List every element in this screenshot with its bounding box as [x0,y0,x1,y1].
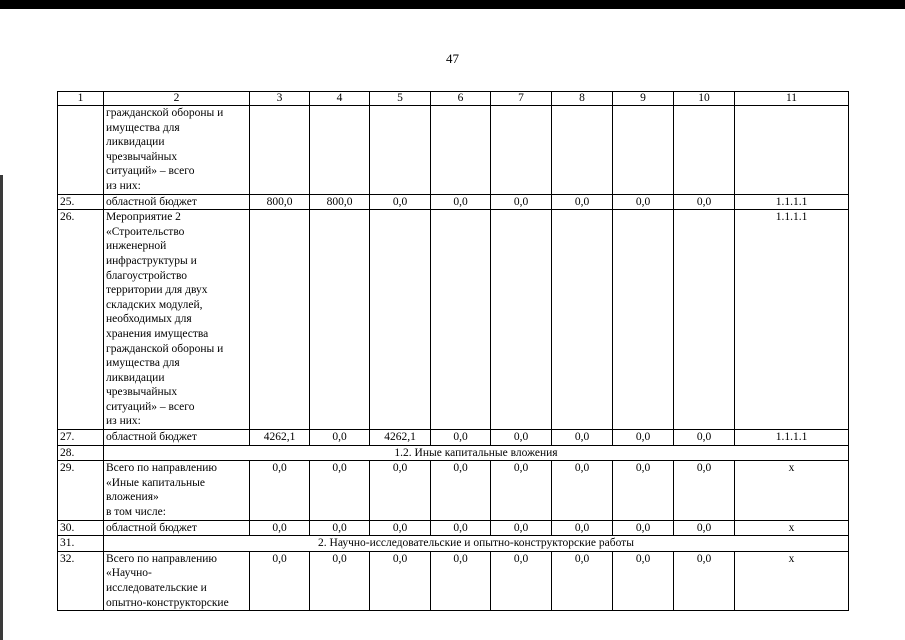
indicator-code: х [735,520,849,536]
description-line: территории для двух [106,284,208,297]
description-line: складских модулей, [106,298,203,311]
table-row [58,430,849,446]
page-number: 47 [446,51,459,66]
amount-cell: 0,0 [310,430,370,446]
amount-cell: 0,0 [552,194,613,210]
indicator-code: 1.1.1.1 [735,210,849,430]
column-header: 11 [735,92,849,106]
column-header: 3 [250,92,310,106]
description-line: из них: [106,179,141,192]
table-row [58,520,849,536]
column-header: 5 [370,92,431,106]
amount-cell [491,106,552,195]
amount-cell: 0,0 [491,461,552,520]
row-description [104,106,250,195]
indicator-code: 1.1.1.1 [735,194,849,210]
description-line: необходимых для [106,313,192,326]
column-header: 4 [310,92,370,106]
description-line: ликвидации [106,136,165,149]
description-line: инфраструктуры и [106,254,197,267]
row-description [104,520,250,536]
amount-cell: 0,0 [370,551,431,610]
amount-cell: 4262,1 [250,430,310,446]
amount-cell: 0,0 [250,520,310,536]
row-description [104,194,250,210]
amount-cell: 0,0 [613,551,674,610]
row-description [104,461,250,520]
description-line: «Строительство [106,225,185,238]
amount-cell [310,210,370,430]
amount-cell: 800,0 [310,194,370,210]
amount-cell: 0,0 [431,194,491,210]
amount-cell: 0,0 [552,461,613,520]
column-header: 7 [491,92,552,106]
row-number: 30. [58,520,104,536]
column-header: 9 [613,92,674,106]
description-line: гражданской обороны и [106,107,224,119]
row-number: 27. [58,430,104,446]
amount-cell [613,210,674,430]
description-line: чрезвычайных [106,150,178,163]
description-line: «Научно- [106,567,152,580]
description-line: опытно-конструкторские [106,596,229,609]
description-line: хранения имущества [106,327,209,340]
description-line: ситуаций» – всего [106,400,195,413]
description-line: чрезвычайных [106,386,178,399]
column-header: 8 [552,92,613,106]
column-header: 10 [674,92,735,106]
amount-cell: 0,0 [613,430,674,446]
description-line: «Иные капитальные [106,476,205,489]
amount-cell [310,106,370,195]
amount-cell: 0,0 [310,461,370,520]
table-body [58,92,849,611]
amount-cell: 0,0 [613,461,674,520]
row-number: 29. [58,461,104,520]
amount-cell: 0,0 [310,520,370,536]
section-row [58,445,849,461]
description-line: ликвидации [106,371,165,384]
description-line: ситуаций» – всего [106,165,195,178]
amount-cell: 0,0 [431,430,491,446]
amount-cell: 0,0 [552,520,613,536]
amount-cell [250,106,310,195]
table-row [58,106,849,195]
amount-cell [431,210,491,430]
amount-cell [674,210,735,430]
table-row [58,461,849,520]
amount-cell: 0,0 [552,430,613,446]
amount-cell [674,106,735,195]
column-header: 6 [431,92,491,106]
amount-cell: 0,0 [674,194,735,210]
amount-cell: 800,0 [250,194,310,210]
amount-cell [431,106,491,195]
description-line: гражданской обороны и [106,342,224,355]
amount-cell: 0,0 [431,461,491,520]
column-header: 2 [104,92,250,106]
amount-cell: 0,0 [552,551,613,610]
description-line: инженерной [106,240,167,253]
amount-cell: 0,0 [674,430,735,446]
scan-left-edge [0,175,3,640]
row-number: 25. [58,194,104,210]
indicator-code: х [735,551,849,610]
description-line: в том числе: [106,506,166,519]
description-line: Мероприятие 2 [106,211,181,224]
amount-cell [613,106,674,195]
description-line: Всего по направлению [106,462,217,475]
section-title: 2. Научно-исследовательские и опытно-конструкторские работы [104,536,849,552]
budget-table [57,91,849,611]
row-number: 28. [58,445,104,461]
description-line: вложения» [106,491,159,504]
amount-cell: 0,0 [491,520,552,536]
amount-cell [370,210,431,430]
amount-cell: 0,0 [370,520,431,536]
table-row [58,210,849,430]
row-description [104,551,250,610]
description-line: имущества для [106,357,180,370]
section-row [58,536,849,552]
amount-cell: 0,0 [370,461,431,520]
amount-cell: 0,0 [613,194,674,210]
row-number: 26. [58,210,104,430]
description-line: областной бюджет [106,521,197,534]
description-line: Всего по направлению [106,552,217,565]
row-number [58,106,104,195]
amount-cell: 0,0 [250,461,310,520]
amount-cell: 0,0 [674,461,735,520]
amount-cell: 0,0 [674,520,735,536]
indicator-code: 1.1.1.1 [735,430,849,446]
scan-top-border [0,0,905,9]
amount-cell [370,106,431,195]
amount-cell [552,210,613,430]
table-row [58,194,849,210]
amount-cell: 0,0 [310,551,370,610]
indicator-code [735,106,849,195]
amount-cell: 4262,1 [370,430,431,446]
column-header: 1 [58,92,104,106]
table-row [58,551,849,610]
amount-cell: 0,0 [674,551,735,610]
column-header-row [58,92,849,106]
description-line: исследовательские и [106,582,207,594]
amount-cell: 0,0 [431,520,491,536]
amount-cell: 0,0 [613,520,674,536]
section-title: 1.2. Иные капитальные вложения [104,445,849,461]
row-description [104,430,250,446]
description-line: имущества для [106,121,180,134]
row-number: 31. [58,536,104,552]
amount-cell [250,210,310,430]
description-line: областной бюджет [106,431,197,444]
description-line: благоустройство [106,269,188,282]
description-line: областной бюджет [106,195,197,208]
amount-cell: 0,0 [431,551,491,610]
description-line: из них: [106,415,141,428]
amount-cell: 0,0 [491,430,552,446]
amount-cell [491,210,552,430]
amount-cell: 0,0 [491,194,552,210]
row-description [104,210,250,430]
amount-cell: 0,0 [250,551,310,610]
indicator-code: х [735,461,849,520]
row-number: 32. [58,551,104,610]
amount-cell: 0,0 [370,194,431,210]
amount-cell [552,106,613,195]
amount-cell: 0,0 [491,551,552,610]
